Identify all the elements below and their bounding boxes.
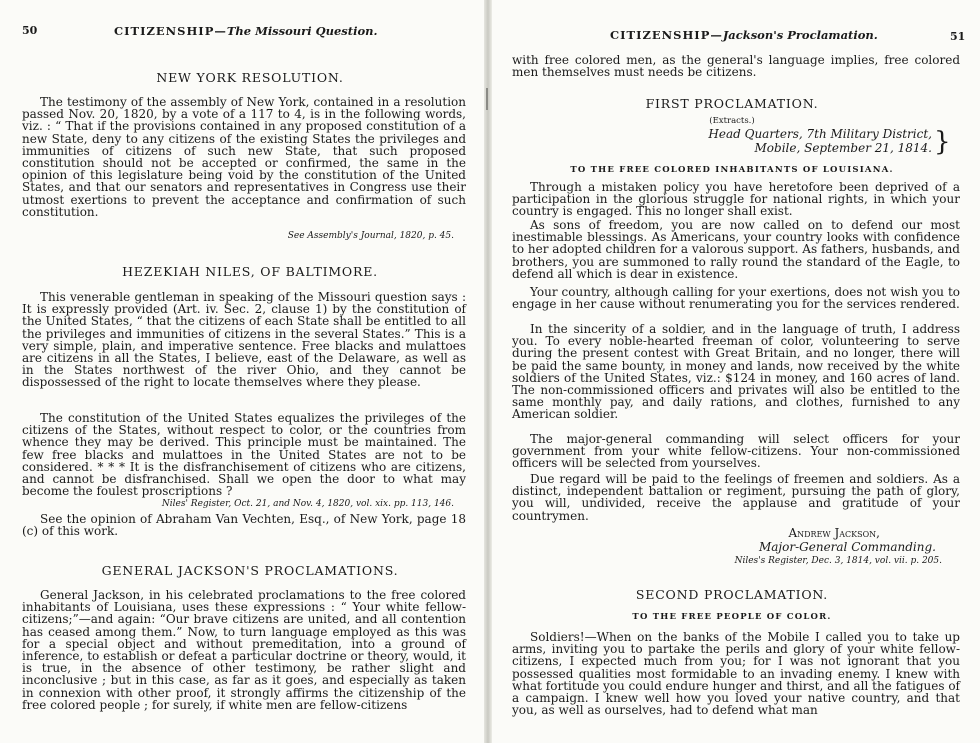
section-heading: HEZEKIAH NILES, OF BALTIMORE. — [122, 264, 378, 279]
paragraph: Soldiers!—When on the banks of the Mobile I called you to take up arms, inviting you to partake the perils and glory of your white fellow-citizens, I expected much from you; for I was not ignorant that you possessed qualities most formidable to an invading enemy. I knew with what fortitude you could endure hunger and thirst, and all the fatigues of a campaign. I knew well how you loved your native country, and that you, as well as ourselves, had to defend what man — [512, 630, 960, 718]
paragraph: This venerable gentleman in speaking of the Missouri question says : It is expressly provided (Art. iv. Sec. 2, clause 1) by the constitution of the United States, “ that the citizens of each State shall be entitled to all the privileges and immunities of citizens in the several States.” This is a very simple, plain, and imperative sentence. Free blacks and mulattoes are citizens in all the States, I believe, east of the Delaware, as well as in the States northwest of the river Ohio, and they cannot be dispossessed of the right to locate themselves where they please. — [22, 290, 466, 390]
signature-title: Major-General Commanding. — [758, 540, 936, 554]
source-citation: Niles' Register, Oct. 21, and Nov. 4, 1820, vol. xix. pp. 113, 146. — [161, 499, 454, 509]
paragraph: In the sincerity of a soldier, and in the language of truth, I address you. To every noble-hearted freeman of color, volunteering to serve during the present contest with Great Britain, and no longer, there will be paid the same bounty, in money and lands, now received by the white soldiers of the United States, viz.: $124 in money, and 160 acres of land. The non-commissioned officers and privates will also be entitled to the same monthly pay, and daily rations, and clothes, furnished to any American soldier. — [512, 322, 960, 422]
page-number: 51 — [950, 30, 966, 43]
dateline: Mobile, September 21, 1814. — [754, 141, 932, 155]
paragraph: The testimony of the assembly of New York, contained in a resolution passed Nov. 20, 1820, by a vote of a 117 to 4, is in the following words, viz. : “ That if the provisions contained in any proposed constitution of a new State, deny to any citizens of the existing States the privileges and immunities of citizens of such new State, that such proposed constitution should not be accepted or confirmed, the same in the opinion of this legislature being void by the constitution of the United States, and that our senators and representatives in Congress use their utmost exertions to prevent the acceptance and confirmation of such constitution. — [22, 95, 466, 219]
paragraph: Due regard will be paid to the feelings of freemen and soldiers. As a distinct, independent battalion or regiment, pursuing the path of glory, you will, undivided, receive the applause and gratitude of your countrymen. — [512, 472, 960, 523]
source-citation: See Assembly's Journal, 1820, p. 45. — [287, 231, 454, 241]
paragraph: General Jackson, in his celebrated proclamations to the free colored inhabitants of Louisiana, uses these expressions : “ Your white fellow-citizens;”—and again: “Our brave citizens are united, and all contention has ceased among them.” Now, to turn language employed as this was for a special object and without premeditation, into a ground of inference, to establish or defeat a particular doctrine or theory, would, it is true, in the absence of other testimony, be rather slight and inconclusive ; but in this case, as far as it goes, and especially as taken in connexion with other proof, it strongly affirms the citizenship of the free colored people ; for surely, if white men are fellow-citizens — [22, 588, 466, 712]
address-line: TO THE FREE COLORED INHABITANTS OF LOUISIANA. — [570, 165, 894, 175]
brace: } — [934, 127, 951, 157]
section-heading: FIRST PROCLAMATION. — [645, 96, 819, 111]
dateline: Head Quarters, 7th Military District, — [708, 127, 932, 141]
paragraph: The major-general commanding will select officers for your government from your white fellow-citizens. Your non-commissioned officers will be selected from yourselves. — [512, 432, 960, 471]
extracts-label: (Extracts.) — [709, 116, 755, 126]
book-gutter — [484, 0, 492, 743]
page-number: 50 — [22, 24, 38, 37]
right-page — [492, 0, 980, 743]
paragraph: As sons of freedom, you are now called on to defend our most inestimable blessings. As Americans, your country looks with confidence to her adopted children for a valorous support. As fathers, husbands, and brothers, you are summoned to rally round the standard of the Eagle, to defend all which is dear in existence. — [512, 218, 960, 281]
address-line: TO THE FREE PEOPLE OF COLOR. — [632, 612, 832, 622]
paragraph: The constitution of the United States equalizes the privileges of the citizens of the States, without respect to color, or the countries from whence they may be derived. This principle must be maintained. The few free blacks and mulattoes in the United States are not to be considered. * * * It is the disfranchisement of citizens who are citizens, and cannot be disfranchised. Shall we open the door to what may become the foulest proscriptions ? — [22, 411, 466, 499]
section-heading: NEW YORK RESOLUTION. — [156, 70, 344, 85]
gutter-mark — [486, 88, 488, 110]
running-head: CITIZENSHIP—The Missouri Question. — [114, 24, 378, 38]
paragraph: Your country, although calling for your exertions, does not wish you to engage in her cause without renumerating you for the services rendered. — [512, 285, 960, 312]
signature-name: Andrew Jackson, — [788, 526, 880, 540]
source-citation: Niles's Register, Dec. 3, 1814, vol. vii. p. 205. — [734, 556, 942, 566]
paragraph: See the opinion of Abraham Van Vechten, Esq., of New York, page 18 (c) of this work. — [22, 512, 466, 539]
section-heading: GENERAL JACKSON'S PROCLAMATIONS. — [101, 563, 399, 578]
left-page — [0, 0, 484, 743]
paragraph: with free colored men, as the general's language implies, free colored men themselves must needs be citizens. — [512, 53, 960, 80]
paragraph: Through a mistaken policy you have heretofore been deprived of a participation in the glorious struggle for national rights, in which your country is engaged. This no longer shall exist. — [512, 180, 960, 219]
section-heading: SECOND PROCLAMATION. — [635, 587, 829, 602]
running-head: CITIZENSHIP—Jackson's Proclamation. — [610, 28, 878, 42]
